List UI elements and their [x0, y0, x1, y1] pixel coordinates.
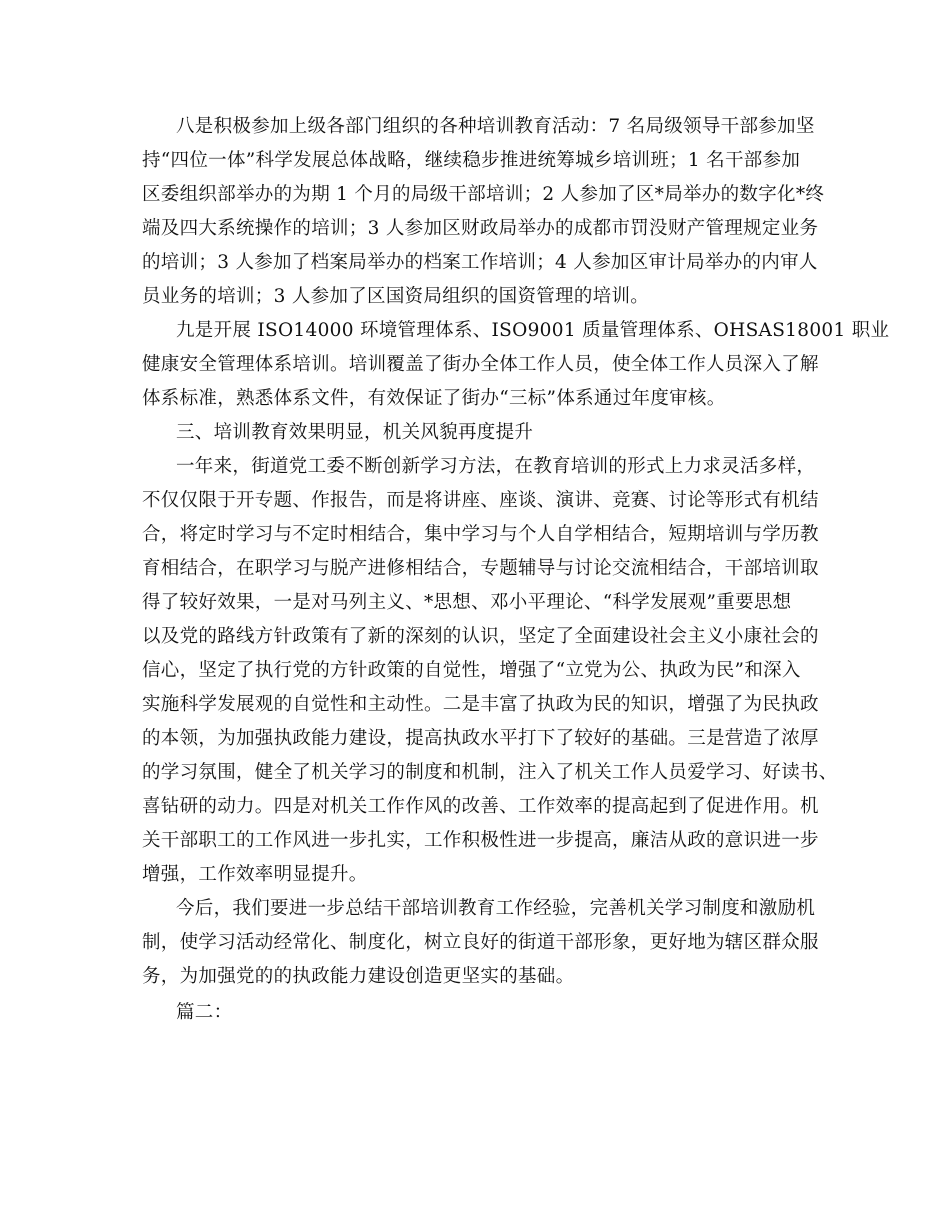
paragraph-line: 的学习氛围，健全了机关学习的制度和机制，注入了机关工作人员爱学习、好读书、 — [142, 762, 838, 783]
paragraph-line: 实施科学发展观的自觉性和主动性。二是丰富了执政为民的知识，增强了为民执政 — [142, 694, 819, 715]
paragraph-line: 得了较好效果，一是对马列主义、*思想、邓小平理论、“科学发展观”重要思想 — [142, 592, 792, 613]
paragraph-line: 健康安全管理体系培训。培训覆盖了街办全体工作人员，使全体工作人员深入了解 — [142, 354, 819, 375]
paragraph-line: 区委组织部举办的为期 1 个月的局级干部培训；2 人参加了区*局举办的数字化*终 — [142, 184, 825, 205]
paragraph-line: 体系标准，熟悉体系文件，有效保证了街办“三标”体系通过年度审核。 — [142, 388, 726, 409]
paragraph-line: 不仅仅限于开专题、作报告，而是将讲座、座谈、演讲、竞赛、讨论等形式有机结 — [142, 490, 819, 511]
paragraph-line: 制，使学习活动经常化、制度化，树立良好的街道干部形象，更好地为辖区群众服 — [142, 932, 819, 953]
section-heading: 三、培训教育效果明显，机关风貌再度提升 — [176, 422, 534, 443]
paragraph-line: 喜钻研的动力。四是对机关工作作风的改善、工作效率的提高起到了促进作用。机 — [142, 796, 819, 817]
paragraph-line: 务，为加强党的的执政能力建设创造更坚实的基础。 — [142, 966, 575, 987]
paragraph-line: 持“四位一体”科学发展总体战略，继续稳步推进统筹城乡培训班；1 名干部参加 — [142, 150, 801, 171]
paragraph-line: 八是积极参加上级各部门组织的各种培训教育活动：7 名局级领导干部参加坚 — [176, 116, 815, 137]
paragraph-line: 信心，坚定了执行党的方针政策的自觉性，增强了“立党为公、执政为民”和深入 — [142, 660, 801, 681]
paragraph-line: 员业务的培训；3 人参加了区国资局组织的国资管理的培训。 — [142, 286, 650, 307]
paragraph-line: 关干部职工的工作风进一步扎实，工作积极性进一步提高，廉洁从政的意识进一步 — [142, 830, 819, 851]
chapter-label: 篇二： — [176, 1002, 233, 1023]
paragraph-line: 的本领，为加强执政能力建设，提高执政水平打下了较好的基础。三是营造了浓厚 — [142, 728, 819, 749]
paragraph-line: 增强，工作效率明显提升。 — [142, 864, 368, 885]
paragraph-line: 合，将定时学习与不定时相结合，集中学习与个人自学相结合，短期培训与学历教 — [142, 524, 819, 545]
paragraph-line: 育相结合，在职学习与脱产进修相结合，专题辅导与讨论交流相结合，干部培训取 — [142, 558, 819, 579]
paragraph-line: 九是开展 ISO14000 环境管理体系、ISO9001 质量管理体系、OHSAS18001 职业 — [176, 320, 890, 341]
paragraph-line: 以及党的路线方针政策有了新的深刻的认识，坚定了全面建设社会主义小康社会的 — [142, 626, 819, 647]
paragraph-line: 今后，我们要进一步总结干部培训教育工作经验，完善机关学习制度和激励机 — [176, 898, 816, 919]
paragraph-line: 端及四大系统操作的培训；3 人参加区财政局举办的成都市罚没财产管理规定业务 — [142, 218, 819, 239]
paragraph-line: 一年来，街道党工委不断创新学习方法，在教育培训的形式上力求灵活多样， — [176, 456, 816, 477]
paragraph-line: 的培训；3 人参加了档案局举办的档案工作培训；4 人参加区审计局举办的内审人 — [142, 252, 818, 273]
